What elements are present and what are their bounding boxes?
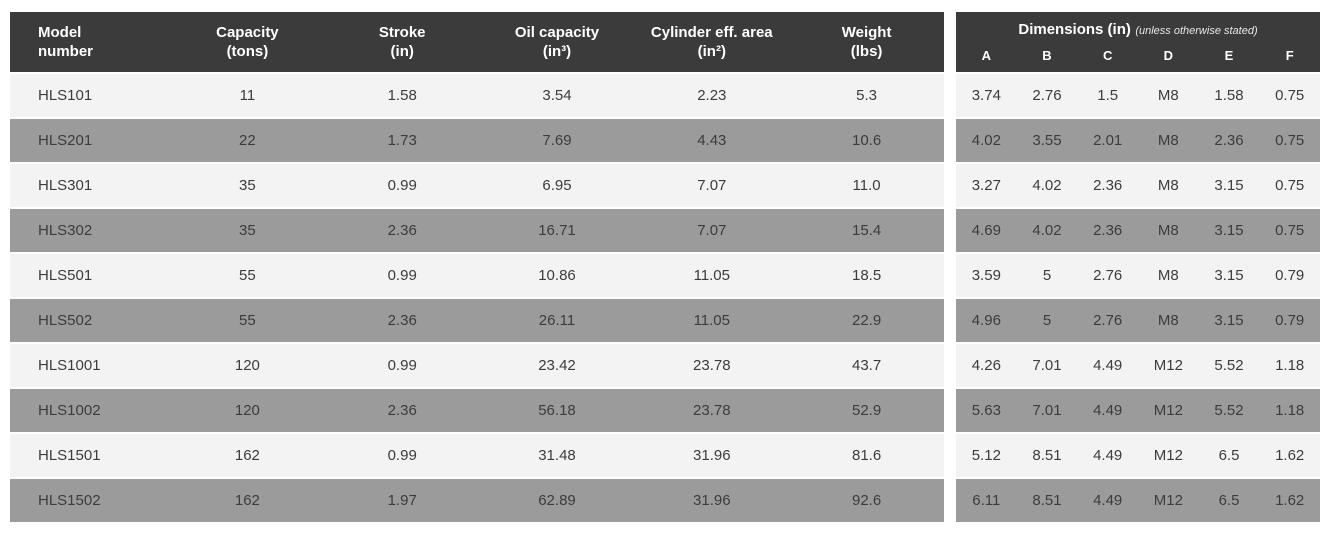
table-cell: 31.48 (538, 447, 576, 464)
table-cell: M12 (1153, 357, 1183, 374)
table-row (956, 209, 1320, 252)
table-cell: 2.01 (1093, 132, 1123, 149)
table-cell: 55 (239, 267, 256, 284)
table-cell: 3.27 (971, 177, 1001, 194)
column-header-line1: Weight (841, 24, 892, 41)
model-number-cell: HLS1502 (38, 492, 101, 509)
table-cell: 4.02 (1032, 222, 1062, 239)
table-row (10, 434, 944, 477)
table-cell: 3.15 (1214, 222, 1244, 239)
table-row (956, 479, 1320, 522)
column-header-line1: Stroke (378, 24, 426, 41)
table-cell: 11 (239, 87, 256, 104)
table-cell: M8 (1157, 222, 1179, 239)
table-cell: 16.71 (538, 222, 576, 239)
table-cell: 162 (234, 492, 260, 509)
table-cell: 6.11 (972, 492, 1001, 509)
column-header-weight (789, 23, 944, 61)
table-cell: 3.15 (1214, 267, 1244, 284)
dimensions-note: (unless otherwise stated) (1135, 25, 1258, 37)
table-cell: 3.74 (971, 87, 1001, 104)
table-cell: 3.59 (971, 267, 1001, 284)
dimensions-title: Dimensions (in) (1018, 21, 1131, 38)
table-cell: 0.75 (1275, 222, 1305, 239)
table-row (956, 119, 1320, 162)
table-cell: 11.05 (693, 312, 730, 329)
column-header-line2: (in²) (697, 43, 726, 60)
table-cell: 6.5 (1218, 492, 1240, 509)
table-cell: 18.5 (851, 267, 882, 284)
table-cell: 31.96 (693, 447, 731, 464)
table-cell: 0.79 (1275, 267, 1305, 284)
table-cell: 1.97 (387, 492, 417, 509)
table-cell: 0.75 (1275, 132, 1305, 149)
column-header-capacity (170, 23, 325, 61)
table-row (956, 74, 1320, 117)
table-cell: 2.36 (1093, 222, 1123, 239)
table-cell: 6.95 (542, 177, 572, 194)
table-cell: 31.96 (693, 492, 731, 509)
table-cell: 2.36 (1093, 177, 1123, 194)
table-cell: 0.99 (387, 177, 417, 194)
table-cell: 0.75 (1275, 87, 1305, 104)
column-header-line2: (in³) (542, 43, 572, 60)
table-cell: 81.6 (851, 447, 882, 464)
dimensions-table (956, 12, 1320, 548)
table-cell: 23.42 (538, 357, 576, 374)
table-cell: 4.49 (1093, 447, 1123, 464)
column-header-e: E (1224, 47, 1234, 63)
model-number-cell: HLS501 (38, 267, 93, 284)
column-header-line1: Model (38, 24, 82, 41)
table-row (956, 389, 1320, 432)
column-header-oil-capacity (480, 23, 635, 61)
table-cell: 10.6 (851, 132, 882, 149)
table-cell: 55 (239, 312, 256, 329)
column-header-c: C (1102, 47, 1113, 63)
column-header-cylinder-area (634, 23, 789, 61)
table-cell: 1.5 (1097, 87, 1119, 104)
table-cell: 0.99 (387, 267, 417, 284)
model-number-cell: HLS302 (38, 222, 93, 239)
column-header-d: D (1163, 47, 1174, 63)
table-row (956, 164, 1320, 207)
table-cell: 5.52 (1214, 357, 1244, 374)
table-cell: 2.76 (1093, 267, 1123, 284)
table-cell: M12 (1153, 402, 1183, 419)
spec-table (10, 12, 944, 548)
table-cell: 8.51 (1032, 492, 1062, 509)
dimensions-table-header (956, 12, 1320, 72)
column-header-stroke (325, 23, 480, 61)
table-row (10, 119, 944, 162)
table-cell: 3.54 (542, 87, 572, 104)
table-cell: 5 (1042, 312, 1052, 329)
dimensions-title-line (956, 17, 1320, 43)
table-cell: 1.62 (1275, 447, 1305, 464)
table-cell: 22.9 (851, 312, 882, 329)
dimensions-letter-row (956, 43, 1320, 67)
table-row (10, 479, 944, 522)
table-row (10, 164, 944, 207)
table-cell: 22 (239, 132, 256, 149)
table-cell: M12 (1153, 447, 1183, 464)
table-cell: M8 (1157, 267, 1179, 284)
dimensions-table-body (956, 74, 1320, 522)
table-cell: 7.01 (1032, 402, 1062, 419)
model-number-cell: HLS502 (38, 312, 93, 329)
table-cell: 1.58 (387, 87, 417, 104)
table-cell: 4.02 (1032, 177, 1062, 194)
table-cell: 3.55 (1032, 132, 1062, 149)
column-header-line1: Cylinder eff. area (650, 24, 773, 41)
table-row (956, 299, 1320, 342)
table-cell: 3.15 (1214, 312, 1244, 329)
table-cell: 15.4 (851, 222, 882, 239)
table-row (10, 389, 944, 432)
table-cell: M8 (1157, 132, 1179, 149)
table-cell: 23.78 (693, 357, 731, 374)
table-cell: 0.75 (1275, 177, 1305, 194)
table-cell: 7.69 (542, 132, 572, 149)
table-cell: 120 (234, 402, 260, 419)
table-cell: 5.3 (856, 87, 878, 104)
spec-table-body (10, 74, 944, 522)
table-cell: 5.52 (1214, 402, 1244, 419)
table-cell: 5 (1042, 267, 1052, 284)
table-cell: 43.7 (851, 357, 882, 374)
model-number-cell: HLS201 (38, 132, 93, 149)
table-cell: 1.18 (1275, 357, 1305, 374)
table-cell: 1.18 (1275, 402, 1305, 419)
table-cell: 4.26 (971, 357, 1001, 374)
table-cell: 11.05 (693, 267, 730, 284)
table-cell: 120 (234, 357, 260, 374)
table-cell: 4.02 (971, 132, 1001, 149)
table-cell: 10.86 (538, 267, 576, 284)
table-cell: 7.07 (697, 177, 727, 194)
table-cell: 3.15 (1214, 177, 1244, 194)
table-cell: 2.36 (387, 402, 417, 419)
table-row (10, 254, 944, 297)
table-cell: 8.51 (1032, 447, 1062, 464)
table-cell: 56.18 (538, 402, 576, 419)
table-cell: 7.07 (697, 222, 727, 239)
column-header-line2: (lbs) (850, 43, 883, 60)
table-cell: 2.23 (697, 87, 727, 104)
table-cell: 4.43 (697, 132, 727, 149)
table-cell: 35 (239, 177, 256, 194)
table-cell: 5.63 (971, 402, 1001, 419)
column-header-line1: Oil capacity (514, 24, 600, 41)
column-header-line2: (in) (390, 43, 414, 60)
model-number-cell: HLS1001 (38, 357, 101, 374)
column-header-line1: Capacity (216, 24, 279, 41)
column-header-model (10, 23, 170, 61)
table-cell: M12 (1153, 492, 1183, 509)
model-number-cell: HLS1501 (38, 447, 101, 464)
table-cell: 0.79 (1275, 312, 1305, 329)
table-cell: 2.36 (387, 312, 417, 329)
table-cell: 2.76 (1032, 87, 1062, 104)
table-cell: 4.69 (971, 222, 1001, 239)
table-cell: 4.49 (1093, 357, 1123, 374)
column-header-b: B (1042, 47, 1052, 63)
table-cell: 2.36 (1214, 132, 1244, 149)
column-header-line2: number (38, 43, 94, 60)
table-cell: 2.76 (1093, 312, 1123, 329)
model-number-cell: HLS101 (38, 87, 93, 104)
table-cell: 0.99 (387, 357, 417, 374)
table-row (10, 74, 944, 117)
table-cell: 11.0 (852, 177, 881, 194)
table-cell: M8 (1157, 87, 1179, 104)
table-cell: 2.36 (387, 222, 417, 239)
table-cell: M8 (1157, 312, 1179, 329)
table-cell: 7.01 (1032, 357, 1062, 374)
column-header-a: A (981, 47, 992, 63)
table-cell: 162 (234, 447, 260, 464)
table-row (956, 434, 1320, 477)
table-cell: 4.49 (1093, 402, 1123, 419)
table-cell: 1.58 (1214, 87, 1244, 104)
table-row (10, 209, 944, 252)
table-cell: 52.9 (851, 402, 882, 419)
table-row (956, 254, 1320, 297)
table-cell: 5.12 (971, 447, 1001, 464)
table-cell: 26.11 (538, 312, 576, 329)
model-number-cell: HLS1002 (38, 402, 101, 419)
table-cell: 23.78 (693, 402, 731, 419)
table-cell: 1.62 (1275, 492, 1305, 509)
model-number-cell: HLS301 (38, 177, 93, 194)
table-cell: M8 (1157, 177, 1179, 194)
table-cell: 1.73 (387, 132, 417, 149)
table-row (10, 299, 944, 342)
table-row (956, 344, 1320, 387)
table-cell: 0.99 (387, 447, 417, 464)
table-cell: 6.5 (1218, 447, 1240, 464)
table-cell: 35 (239, 222, 256, 239)
table-cell: 4.49 (1093, 492, 1123, 509)
spec-table-header (10, 12, 944, 72)
table-cell: 4.96 (971, 312, 1001, 329)
table-row (10, 344, 944, 387)
column-header-line2: (tons) (226, 43, 269, 60)
column-header-f: F (1285, 47, 1294, 63)
table-cell: 62.89 (538, 492, 576, 509)
table-cell: 92.6 (851, 492, 882, 509)
